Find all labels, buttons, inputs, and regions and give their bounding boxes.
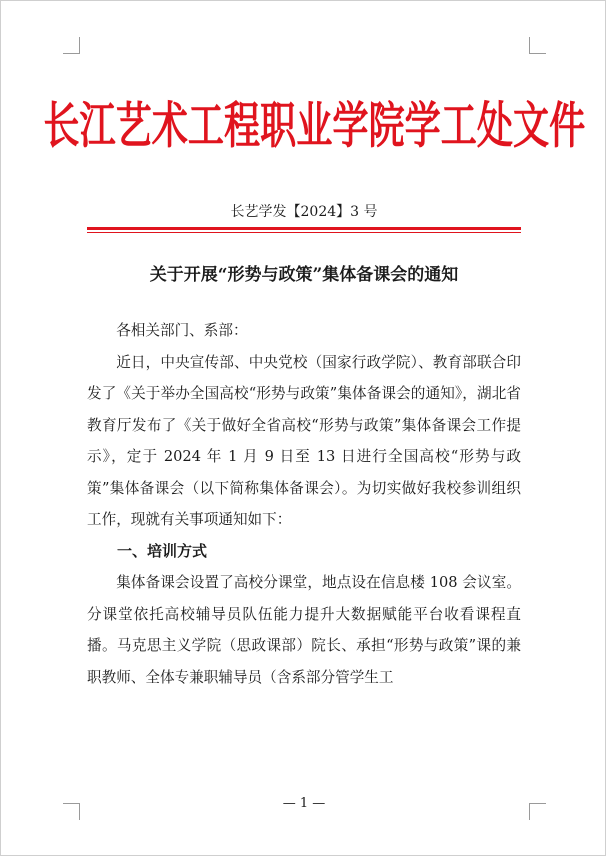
- crop-mark-top-right: [529, 37, 546, 54]
- red-divider-thin: [87, 232, 521, 233]
- document-masthead: 长江艺术工程职业学院学工处文件: [43, 96, 586, 155]
- salutation: 各相关部门、系部：: [116, 322, 248, 339]
- notice-title: 关于开展“形势与政策”集体备课会的通知: [149, 265, 459, 285]
- crop-mark-top-left: [63, 37, 80, 54]
- notice-body: [87, 315, 521, 693]
- paragraph-training: 集体备课会设置了高校分课堂，地点设在信息楼 108 会议室。分课堂依托高校辅导员队伍能力提升大数据赋能平台收看课程直播。马克思主义学院（思政课部）院长、承担“形势与政策”课的兼职教师、全体专兼职辅导员（含系部分管学生工: [87, 574, 521, 686]
- paragraph-intro: 近日，中央宣传部、中央党校（国家行政学院）、教育部联合印发了《关于举办全国高校“形势与政策”集体备课会的通知》，湖北省教育厅发布了《关于做好全省高校“形势与政策”集体备课会工作提示》，定于 2024 年 1 月 9 日至 13 日进行全国高校“形势与政策”集体备课会（以下简称集体备课会）。为切实做好我校参训组织工作，现就有关事项通知如下：: [87, 353, 521, 528]
- red-divider-thick: [87, 227, 521, 230]
- section-heading-training: 一、培训方式: [117, 541, 208, 560]
- page-number: — 1 —: [282, 796, 326, 811]
- document-number: 长艺学发【2024】3 号: [230, 204, 378, 220]
